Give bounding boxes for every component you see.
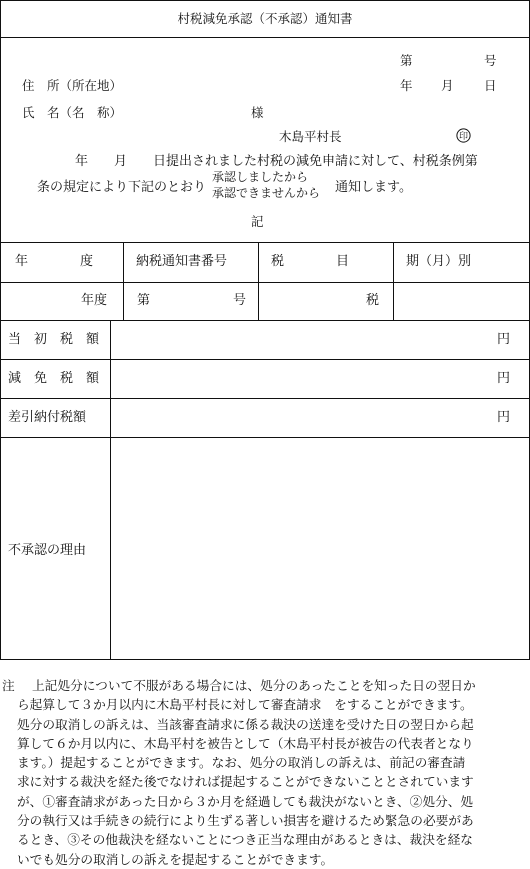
tax-item-suffix: 税	[366, 293, 380, 308]
note-line: 処分の取消しの訴えは、当該審査請求に係る裁決の送達を受けた日の翌日から起	[17, 716, 474, 732]
note-line: るとき、③その他裁決を経ないことにつき正当な理由があるときは、裁決を経な	[17, 832, 473, 848]
number-suffix: 号	[484, 53, 497, 68]
note-line: 求に対する裁決を経た後でなければ提起することができないこととされています	[17, 774, 474, 790]
notice-number-prefix: 第	[137, 293, 151, 308]
name-label: 氏 名（名 称）	[22, 105, 123, 120]
nendo-suffix: 年度	[81, 293, 108, 308]
note-line: 分の執行又は手続きの続行により生ずる著しい損害を避けるため緊急の必要があ	[17, 813, 474, 829]
net-tax-unit: 円	[497, 410, 511, 425]
appeal-note	[0, 676, 530, 869]
net-tax-label: 差引納付税額	[8, 410, 87, 425]
initial-tax-unit: 円	[497, 332, 511, 347]
seal-mark	[456, 128, 471, 143]
number-prefix: 第	[400, 53, 413, 68]
reduced-tax-unit: 円	[497, 371, 511, 386]
note-line: 上記処分について不服がある場合には、処分のあったことを知った日の翌日か	[32, 678, 476, 693]
reduced-tax-label: 減 免 税 額	[8, 371, 100, 386]
col-tax-item-header: 税 目	[271, 254, 350, 269]
option-reject: 承認できませんから	[212, 186, 321, 200]
document-title: 村税減免承認（不承認）通知書	[177, 11, 353, 26]
col-period-header: 期（月）別	[406, 254, 472, 269]
body-line-2-pre: 条の規定により下記のとおり	[37, 180, 207, 195]
col-notice-number-header: 納税通知書番号	[136, 254, 228, 269]
note-line: いでも処分の取消しの訴えを提起することができます。	[17, 851, 334, 867]
address-label: 住 所（所在地）	[22, 78, 123, 93]
notice-number-suffix: 号	[233, 293, 247, 308]
date-year: 年	[400, 78, 413, 93]
seal-char: 印	[458, 132, 469, 142]
note-line: ら起算して３か月以内に木島平村長に対して審査請求 をすることができます。	[17, 697, 473, 713]
date-month: 月	[441, 78, 454, 93]
col-nendo-header: 年 度	[15, 254, 94, 269]
note-line: ます。）提起することができます。なお、処分の取消しの訴えは、前記の審査請	[17, 755, 466, 771]
rejection-reason-label: 不承認の理由	[8, 543, 87, 558]
note-line: が、①審査請求があった日から３か月を経過しても裁決がないとき、②処分、処	[17, 793, 474, 809]
body-line-2-post: 通知します。	[335, 180, 412, 195]
option-approve: 承認しましたから	[212, 170, 309, 184]
ki-label: 記	[251, 214, 264, 229]
date-day: 日	[484, 78, 497, 93]
rejection-reason-field[interactable]	[111, 438, 529, 659]
honorific-sama: 様	[251, 105, 264, 120]
body-line-1: 年 月 日提出されました村税の減免申請に対して、村税条例第	[75, 154, 478, 169]
note-line: 算して６か月以内に、木島平村を被告として（木島平村長が被告の代表者となり	[17, 735, 474, 751]
mayor-title: 木島平村長	[279, 129, 342, 144]
note-prefix: 注	[2, 678, 15, 693]
initial-tax-label: 当 初 税 額	[8, 332, 100, 347]
